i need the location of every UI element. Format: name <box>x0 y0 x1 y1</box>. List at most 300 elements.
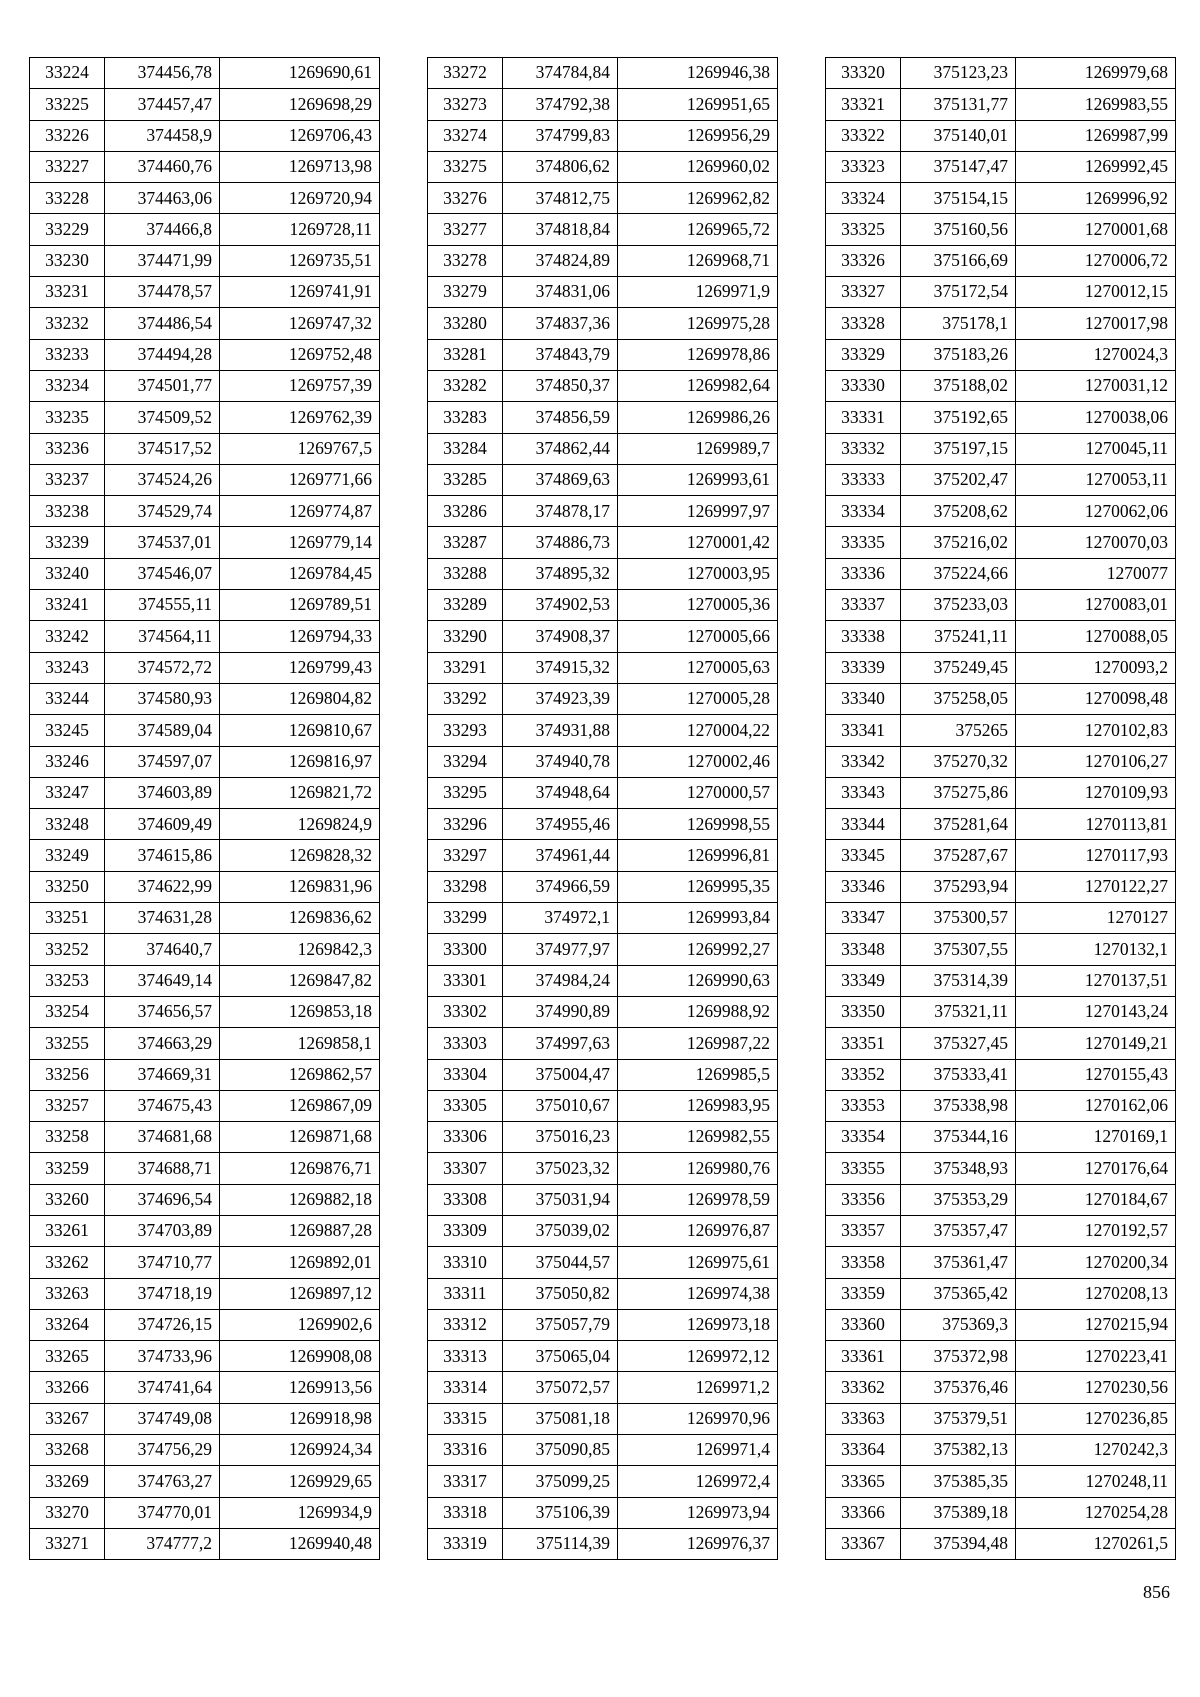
point-number-cell: 33241 <box>30 590 105 621</box>
table-row <box>826 214 1176 245</box>
point-number-cell: 33268 <box>30 1435 105 1466</box>
x-coordinate-cell: 375044,57 <box>503 1247 618 1278</box>
x-coordinate-cell: 375265 <box>901 715 1016 746</box>
x-coordinate-cell: 375379,51 <box>901 1403 1016 1434</box>
y-coordinate-cell: 1270017,98 <box>1016 308 1176 339</box>
table-row <box>826 496 1176 527</box>
point-number-cell: 33342 <box>826 746 901 777</box>
table-row <box>30 1215 380 1246</box>
point-number-cell: 33242 <box>30 621 105 652</box>
x-coordinate-cell: 375192,65 <box>901 402 1016 433</box>
point-number-cell: 33292 <box>428 683 503 714</box>
x-coordinate-cell: 374710,77 <box>105 1247 220 1278</box>
table-row <box>428 245 778 276</box>
y-coordinate-cell: 1269713,98 <box>220 151 380 182</box>
table-row <box>428 1059 778 1090</box>
y-coordinate-cell: 1270062,06 <box>1016 496 1176 527</box>
y-coordinate-cell: 1270254,28 <box>1016 1497 1176 1528</box>
x-coordinate-cell: 375241,11 <box>901 621 1016 652</box>
point-number-cell: 33356 <box>826 1184 901 1215</box>
x-coordinate-cell: 374869,63 <box>503 464 618 495</box>
x-coordinate-cell: 375183,26 <box>901 339 1016 370</box>
x-coordinate-cell: 375287,67 <box>901 840 1016 871</box>
table-row <box>30 1059 380 1090</box>
y-coordinate-cell: 1269698,29 <box>220 89 380 120</box>
point-number-cell: 33287 <box>428 527 503 558</box>
point-number-cell: 33263 <box>30 1278 105 1309</box>
table-row <box>428 1278 778 1309</box>
x-coordinate-cell: 375202,47 <box>901 464 1016 495</box>
point-number-cell: 33359 <box>826 1278 901 1309</box>
table-row <box>826 58 1176 89</box>
table-row <box>826 120 1176 151</box>
point-number-cell: 33249 <box>30 840 105 871</box>
table-row <box>30 715 380 746</box>
x-coordinate-cell: 374931,88 <box>503 715 618 746</box>
y-coordinate-cell: 1269965,72 <box>618 214 778 245</box>
y-coordinate-cell: 1270093,2 <box>1016 652 1176 683</box>
point-number-cell: 33288 <box>428 558 503 589</box>
x-coordinate-cell: 374856,59 <box>503 402 618 433</box>
x-coordinate-cell: 375197,15 <box>901 433 1016 464</box>
y-coordinate-cell: 1270169,1 <box>1016 1122 1176 1153</box>
table-row <box>826 1028 1176 1059</box>
table-row <box>30 996 380 1027</box>
table-row <box>428 1247 778 1278</box>
table-row <box>826 1341 1176 1372</box>
x-coordinate-cell: 374509,52 <box>105 402 220 433</box>
x-coordinate-cell: 375372,98 <box>901 1341 1016 1372</box>
point-number-cell: 33279 <box>428 277 503 308</box>
table-row <box>826 840 1176 871</box>
table-row <box>30 934 380 965</box>
y-coordinate-cell: 1269990,63 <box>618 965 778 996</box>
table-row <box>428 1528 778 1559</box>
point-number-cell: 33283 <box>428 402 503 433</box>
table-row <box>826 1528 1176 1559</box>
table-row <box>428 871 778 902</box>
point-number-cell: 33294 <box>428 746 503 777</box>
point-number-cell: 33335 <box>826 527 901 558</box>
point-number-cell: 33236 <box>30 433 105 464</box>
point-number-cell: 33261 <box>30 1215 105 1246</box>
y-coordinate-cell: 1269988,92 <box>618 996 778 1027</box>
x-coordinate-cell: 374955,46 <box>503 809 618 840</box>
table-row <box>30 496 380 527</box>
x-coordinate-cell: 375106,39 <box>503 1497 618 1528</box>
x-coordinate-cell: 375281,64 <box>901 809 1016 840</box>
point-number-cell: 33232 <box>30 308 105 339</box>
table-row <box>30 1528 380 1559</box>
y-coordinate-cell: 1269828,32 <box>220 840 380 871</box>
x-coordinate-cell: 374589,04 <box>105 715 220 746</box>
y-coordinate-cell: 1270236,85 <box>1016 1403 1176 1434</box>
table-row <box>826 402 1176 433</box>
table-row <box>30 965 380 996</box>
y-coordinate-cell: 1270132,1 <box>1016 934 1176 965</box>
y-coordinate-cell: 1270024,3 <box>1016 339 1176 370</box>
point-number-cell: 33341 <box>826 715 901 746</box>
point-number-cell: 33233 <box>30 339 105 370</box>
y-coordinate-cell: 1269767,5 <box>220 433 380 464</box>
point-number-cell: 33240 <box>30 558 105 589</box>
table-row <box>826 1278 1176 1309</box>
table-row <box>826 996 1176 1027</box>
page-number: 856 <box>1143 1582 1170 1602</box>
table-row <box>826 339 1176 370</box>
x-coordinate-cell: 375154,15 <box>901 183 1016 214</box>
x-coordinate-cell: 374837,36 <box>503 308 618 339</box>
y-coordinate-cell: 1270000,57 <box>618 777 778 808</box>
x-coordinate-cell: 375010,67 <box>503 1090 618 1121</box>
x-coordinate-cell: 374726,15 <box>105 1309 220 1340</box>
y-coordinate-cell: 1269998,55 <box>618 809 778 840</box>
x-coordinate-cell: 374656,57 <box>105 996 220 1027</box>
table-row <box>826 1122 1176 1153</box>
table-row <box>428 621 778 652</box>
y-coordinate-cell: 1269804,82 <box>220 683 380 714</box>
y-coordinate-cell: 1269972,12 <box>618 1341 778 1372</box>
table-row <box>826 1215 1176 1246</box>
table-row <box>30 464 380 495</box>
x-coordinate-cell: 375333,41 <box>901 1059 1016 1090</box>
x-coordinate-cell: 375293,94 <box>901 871 1016 902</box>
point-number-cell: 33319 <box>428 1528 503 1559</box>
point-number-cell: 33266 <box>30 1372 105 1403</box>
table-row <box>428 339 778 370</box>
table-row <box>30 590 380 621</box>
y-coordinate-cell: 1270088,05 <box>1016 621 1176 652</box>
point-number-cell: 33349 <box>826 965 901 996</box>
point-number-cell: 33307 <box>428 1153 503 1184</box>
point-number-cell: 33250 <box>30 871 105 902</box>
point-number-cell: 33354 <box>826 1122 901 1153</box>
point-number-cell: 33281 <box>428 339 503 370</box>
table-row <box>428 903 778 934</box>
table-row <box>30 1372 380 1403</box>
point-number-cell: 33254 <box>30 996 105 1027</box>
y-coordinate-cell: 1270127 <box>1016 903 1176 934</box>
x-coordinate-cell: 375249,45 <box>901 652 1016 683</box>
y-coordinate-cell: 1270149,21 <box>1016 1028 1176 1059</box>
x-coordinate-cell: 374555,11 <box>105 590 220 621</box>
x-coordinate-cell: 374631,28 <box>105 903 220 934</box>
table-row <box>30 558 380 589</box>
y-coordinate-cell: 1269690,61 <box>220 58 380 89</box>
table-row <box>826 183 1176 214</box>
table-row <box>30 683 380 714</box>
table-row <box>428 1090 778 1121</box>
table-row <box>428 120 778 151</box>
x-coordinate-cell: 375361,47 <box>901 1247 1016 1278</box>
table-row <box>826 777 1176 808</box>
y-coordinate-cell: 1270005,36 <box>618 590 778 621</box>
y-coordinate-cell: 1269971,2 <box>618 1372 778 1403</box>
x-coordinate-cell: 374663,29 <box>105 1028 220 1059</box>
x-coordinate-cell: 374486,54 <box>105 308 220 339</box>
x-coordinate-cell: 374756,29 <box>105 1435 220 1466</box>
point-number-cell: 33362 <box>826 1372 901 1403</box>
table-row <box>826 1309 1176 1340</box>
table-row <box>428 370 778 401</box>
point-number-cell: 33332 <box>826 433 901 464</box>
x-coordinate-cell: 374763,27 <box>105 1466 220 1497</box>
table-row <box>826 1247 1176 1278</box>
x-coordinate-cell: 374546,07 <box>105 558 220 589</box>
y-coordinate-cell: 1269847,82 <box>220 965 380 996</box>
y-coordinate-cell: 1269982,55 <box>618 1122 778 1153</box>
table-row <box>826 1497 1176 1528</box>
table-row <box>30 746 380 777</box>
y-coordinate-cell: 1269971,9 <box>618 277 778 308</box>
y-coordinate-cell: 1270106,27 <box>1016 746 1176 777</box>
table-row <box>826 1466 1176 1497</box>
point-number-cell: 33297 <box>428 840 503 871</box>
x-coordinate-cell: 374977,97 <box>503 934 618 965</box>
x-coordinate-cell: 374703,89 <box>105 1215 220 1246</box>
x-coordinate-cell: 375140,01 <box>901 120 1016 151</box>
table-row <box>428 1309 778 1340</box>
y-coordinate-cell: 1270215,94 <box>1016 1309 1176 1340</box>
y-coordinate-cell: 1269720,94 <box>220 183 380 214</box>
table-row <box>30 1090 380 1121</box>
x-coordinate-cell: 374948,64 <box>503 777 618 808</box>
point-number-cell: 33338 <box>826 621 901 652</box>
point-number-cell: 33360 <box>826 1309 901 1340</box>
x-coordinate-cell: 375385,35 <box>901 1466 1016 1497</box>
x-coordinate-cell: 374843,79 <box>503 339 618 370</box>
y-coordinate-cell: 1270109,93 <box>1016 777 1176 808</box>
table-row <box>428 965 778 996</box>
table-row <box>428 809 778 840</box>
y-coordinate-cell: 1269976,87 <box>618 1215 778 1246</box>
point-number-cell: 33225 <box>30 89 105 120</box>
table-row <box>428 1466 778 1497</box>
table-row <box>428 1122 778 1153</box>
y-coordinate-cell: 1269975,28 <box>618 308 778 339</box>
point-number-cell: 33322 <box>826 120 901 151</box>
point-number-cell: 33228 <box>30 183 105 214</box>
x-coordinate-cell: 375081,18 <box>503 1403 618 1434</box>
point-number-cell: 33269 <box>30 1466 105 1497</box>
point-number-cell: 33339 <box>826 652 901 683</box>
point-number-cell: 33310 <box>428 1247 503 1278</box>
table-row <box>428 402 778 433</box>
point-number-cell: 33314 <box>428 1372 503 1403</box>
point-number-cell: 33275 <box>428 151 503 182</box>
table-row <box>826 1403 1176 1434</box>
point-number-cell: 33321 <box>826 89 901 120</box>
x-coordinate-cell: 375166,69 <box>901 245 1016 276</box>
y-coordinate-cell: 1269972,4 <box>618 1466 778 1497</box>
table-row <box>826 715 1176 746</box>
table-row <box>826 308 1176 339</box>
table-row <box>826 151 1176 182</box>
x-coordinate-cell: 374597,07 <box>105 746 220 777</box>
x-coordinate-cell: 374458,9 <box>105 120 220 151</box>
y-coordinate-cell: 1269913,56 <box>220 1372 380 1403</box>
y-coordinate-cell: 1270200,34 <box>1016 1247 1176 1278</box>
x-coordinate-cell: 374640,7 <box>105 934 220 965</box>
table-row <box>30 1466 380 1497</box>
x-coordinate-cell: 375160,56 <box>901 214 1016 245</box>
x-coordinate-cell: 374812,75 <box>503 183 618 214</box>
point-number-cell: 33308 <box>428 1184 503 1215</box>
table-row <box>30 151 380 182</box>
y-coordinate-cell: 1269946,38 <box>618 58 778 89</box>
point-number-cell: 33352 <box>826 1059 901 1090</box>
table-row <box>826 558 1176 589</box>
point-number-cell: 33248 <box>30 809 105 840</box>
x-coordinate-cell: 375307,55 <box>901 934 1016 965</box>
x-coordinate-cell: 374850,37 <box>503 370 618 401</box>
point-number-cell: 33327 <box>826 277 901 308</box>
x-coordinate-cell: 374494,28 <box>105 339 220 370</box>
x-coordinate-cell: 374609,49 <box>105 809 220 840</box>
table-row <box>428 58 778 89</box>
y-coordinate-cell: 1270070,03 <box>1016 527 1176 558</box>
table-row <box>826 903 1176 934</box>
table-row <box>428 1153 778 1184</box>
y-coordinate-cell: 1270031,12 <box>1016 370 1176 401</box>
point-number-cell: 33337 <box>826 590 901 621</box>
x-coordinate-cell: 375353,29 <box>901 1184 1016 1215</box>
table-row <box>428 89 778 120</box>
point-number-cell: 33350 <box>826 996 901 1027</box>
table-row <box>826 370 1176 401</box>
table-row <box>30 1184 380 1215</box>
y-coordinate-cell: 1269882,18 <box>220 1184 380 1215</box>
x-coordinate-cell: 375344,16 <box>901 1122 1016 1153</box>
point-number-cell: 33252 <box>30 934 105 965</box>
point-number-cell: 33303 <box>428 1028 503 1059</box>
x-coordinate-cell: 375365,42 <box>901 1278 1016 1309</box>
y-coordinate-cell: 1270004,22 <box>618 715 778 746</box>
y-coordinate-cell: 1269992,27 <box>618 934 778 965</box>
point-number-cell: 33299 <box>428 903 503 934</box>
x-coordinate-cell: 374517,52 <box>105 433 220 464</box>
x-coordinate-cell: 374799,83 <box>503 120 618 151</box>
x-coordinate-cell: 374997,63 <box>503 1028 618 1059</box>
point-number-cell: 33247 <box>30 777 105 808</box>
point-number-cell: 33256 <box>30 1059 105 1090</box>
x-coordinate-cell: 374471,99 <box>105 245 220 276</box>
x-coordinate-cell: 375099,25 <box>503 1466 618 1497</box>
point-number-cell: 33286 <box>428 496 503 527</box>
point-number-cell: 33245 <box>30 715 105 746</box>
point-number-cell: 33302 <box>428 996 503 1027</box>
y-coordinate-cell: 1269982,64 <box>618 370 778 401</box>
table-body <box>826 58 1176 1560</box>
y-coordinate-cell: 1270045,11 <box>1016 433 1176 464</box>
y-coordinate-cell: 1270176,64 <box>1016 1153 1176 1184</box>
point-number-cell: 33340 <box>826 683 901 714</box>
point-number-cell: 33229 <box>30 214 105 245</box>
table-row <box>428 496 778 527</box>
point-number-cell: 33280 <box>428 308 503 339</box>
point-number-cell: 33331 <box>826 402 901 433</box>
point-number-cell: 33351 <box>826 1028 901 1059</box>
x-coordinate-cell: 375147,47 <box>901 151 1016 182</box>
table-row <box>30 527 380 558</box>
point-number-cell: 33312 <box>428 1309 503 1340</box>
y-coordinate-cell: 1269980,76 <box>618 1153 778 1184</box>
point-number-cell: 33333 <box>826 464 901 495</box>
y-coordinate-cell: 1270083,01 <box>1016 590 1176 621</box>
y-coordinate-cell: 1269728,11 <box>220 214 380 245</box>
point-number-cell: 33265 <box>30 1341 105 1372</box>
y-coordinate-cell: 1270038,06 <box>1016 402 1176 433</box>
x-coordinate-cell: 375039,02 <box>503 1215 618 1246</box>
point-number-cell: 33357 <box>826 1215 901 1246</box>
point-number-cell: 33278 <box>428 245 503 276</box>
table-body <box>428 58 778 1560</box>
point-number-cell: 33270 <box>30 1497 105 1528</box>
y-coordinate-cell: 1270242,3 <box>1016 1435 1176 1466</box>
x-coordinate-cell: 374649,14 <box>105 965 220 996</box>
x-coordinate-cell: 375208,62 <box>901 496 1016 527</box>
table-row <box>826 1153 1176 1184</box>
table-row <box>30 1497 380 1528</box>
y-coordinate-cell: 1270005,28 <box>618 683 778 714</box>
point-number-cell: 33344 <box>826 809 901 840</box>
point-number-cell: 33316 <box>428 1435 503 1466</box>
table-row <box>30 214 380 245</box>
point-number-cell: 33301 <box>428 965 503 996</box>
y-coordinate-cell: 1269816,97 <box>220 746 380 777</box>
table-row <box>428 1215 778 1246</box>
y-coordinate-cell: 1269985,5 <box>618 1059 778 1090</box>
point-number-cell: 33330 <box>826 370 901 401</box>
x-coordinate-cell: 375131,77 <box>901 89 1016 120</box>
y-coordinate-cell: 1269810,67 <box>220 715 380 746</box>
table-row <box>30 370 380 401</box>
x-coordinate-cell: 375300,57 <box>901 903 1016 934</box>
x-coordinate-cell: 374878,17 <box>503 496 618 527</box>
point-number-cell: 33353 <box>826 1090 901 1121</box>
x-coordinate-cell: 374940,78 <box>503 746 618 777</box>
x-coordinate-cell: 374733,96 <box>105 1341 220 1372</box>
x-coordinate-cell: 375348,93 <box>901 1153 1016 1184</box>
table-row <box>826 527 1176 558</box>
y-coordinate-cell: 1269924,34 <box>220 1435 380 1466</box>
table-row <box>428 683 778 714</box>
table-row <box>826 621 1176 652</box>
y-coordinate-cell: 1270001,68 <box>1016 214 1176 245</box>
table-row <box>428 1184 778 1215</box>
y-coordinate-cell: 1270155,43 <box>1016 1059 1176 1090</box>
x-coordinate-cell: 374915,32 <box>503 652 618 683</box>
point-number-cell: 33271 <box>30 1528 105 1559</box>
point-number-cell: 33267 <box>30 1403 105 1434</box>
y-coordinate-cell: 1269735,51 <box>220 245 380 276</box>
x-coordinate-cell: 375258,05 <box>901 683 1016 714</box>
table-row <box>30 840 380 871</box>
y-coordinate-cell: 1269779,14 <box>220 527 380 558</box>
table-row <box>30 777 380 808</box>
y-coordinate-cell: 1270117,93 <box>1016 840 1176 871</box>
x-coordinate-cell: 374902,53 <box>503 590 618 621</box>
table-row <box>826 277 1176 308</box>
x-coordinate-cell: 374603,89 <box>105 777 220 808</box>
x-coordinate-cell: 375275,86 <box>901 777 1016 808</box>
y-coordinate-cell: 1270002,46 <box>618 746 778 777</box>
point-number-cell: 33313 <box>428 1341 503 1372</box>
x-coordinate-cell: 375123,23 <box>901 58 1016 89</box>
point-number-cell: 33243 <box>30 652 105 683</box>
y-coordinate-cell: 1269995,35 <box>618 871 778 902</box>
y-coordinate-cell: 1269993,84 <box>618 903 778 934</box>
